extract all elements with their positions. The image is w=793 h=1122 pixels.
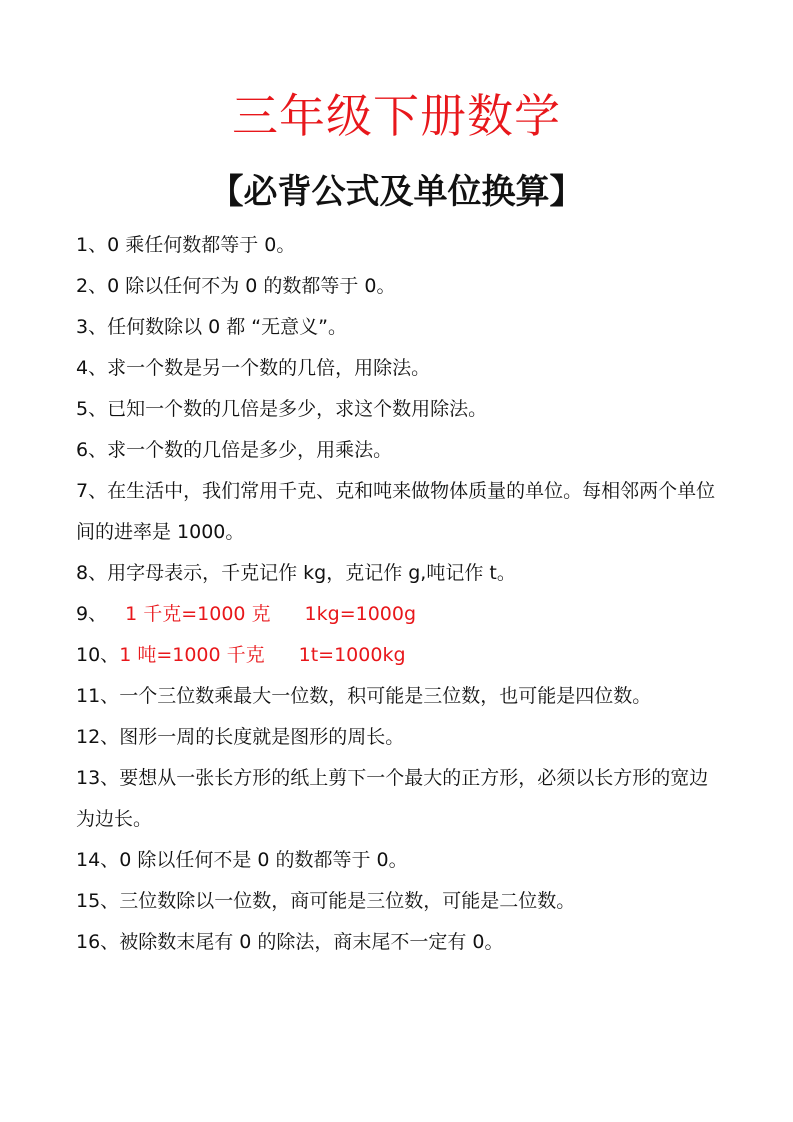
item-text: 用字母表示，千克记作 kg，克记作 g,吨记作 t。: [107, 562, 516, 584]
item-text: 在生活中，我们常用千克、克和吨来做物体质量的单位。每相邻两个单位间的进率是 1000。: [76, 480, 716, 543]
item-number: 1、: [76, 234, 108, 256]
list-item-15: [76, 881, 726, 922]
list-item-7: [76, 471, 726, 553]
item-highlight-symbol: 1t=1000kg: [298, 644, 406, 666]
item-number: 11、: [76, 685, 120, 707]
list-item-10: [76, 635, 726, 676]
item-text: 三位数除以一位数，商可能是三位数，可能是二位数。: [119, 890, 576, 912]
item-highlight-symbol: 1kg=1000g: [304, 603, 417, 625]
list-item-14: [76, 840, 726, 881]
item-number: 16、: [76, 931, 120, 953]
page-title: 三年级下册数学: [232, 89, 561, 143]
item-number: 3、: [76, 316, 108, 338]
item-number: 12、: [76, 726, 120, 748]
item-number: 4、: [76, 357, 108, 379]
list-item-9: [76, 594, 726, 635]
list-item-3: [76, 307, 726, 348]
list-item-12: [76, 717, 726, 758]
page-subtitle: 【必背公式及单位换算】: [209, 172, 584, 212]
formula-list: [76, 225, 726, 963]
item-text: 被除数末尾有 0 的除法，商末尾不一定有 0。: [119, 931, 504, 953]
item-text: 要想从一张长方形的纸上剪下一个最大的正方形，必须以长方形的宽边为边长。: [76, 767, 709, 830]
item-text: 0 除以任何不为 0 的数都等于 0。: [107, 275, 396, 297]
list-item-1: [76, 225, 726, 266]
item-text: 0 乘任何数都等于 0。: [107, 234, 296, 256]
item-highlight-chinese: 1 吨=1000 千克: [119, 644, 265, 666]
list-item-11: [76, 676, 726, 717]
list-item-5: [76, 389, 726, 430]
item-number: 6、: [76, 439, 108, 461]
item-number: 2、: [76, 275, 108, 297]
item-number: 8、: [76, 562, 108, 584]
item-highlight-chinese: 1 千克=1000 克: [125, 603, 271, 625]
item-number: 9、: [76, 603, 108, 625]
item-text: 图形一周的长度就是图形的周长。: [119, 726, 405, 748]
list-item-16: [76, 922, 726, 963]
item-text: 求一个数的几倍是多少，用乘法。: [107, 439, 393, 461]
item-number: 13、: [76, 767, 120, 789]
list-item-2: [76, 266, 726, 307]
item-number: 5、: [76, 398, 108, 420]
list-item-4: [76, 348, 726, 389]
item-text: 0 除以任何不是 0 的数都等于 0。: [119, 849, 408, 871]
list-item-6: [76, 430, 726, 471]
list-item-13: [76, 758, 726, 840]
item-text: 已知一个数的几倍是多少，求这个数用除法。: [107, 398, 488, 420]
item-text: 任何数除以 0 都 “无意义”。: [107, 316, 347, 338]
item-number: 10、: [76, 644, 120, 666]
item-number: 14、: [76, 849, 120, 871]
item-number: 15、: [76, 890, 120, 912]
item-number: 7、: [76, 480, 108, 502]
item-text: 一个三位数乘最大一位数，积可能是三位数，也可能是四位数。: [119, 685, 652, 707]
item-text: 求一个数是另一个数的几倍，用除法。: [107, 357, 431, 379]
list-item-8: [76, 553, 726, 594]
